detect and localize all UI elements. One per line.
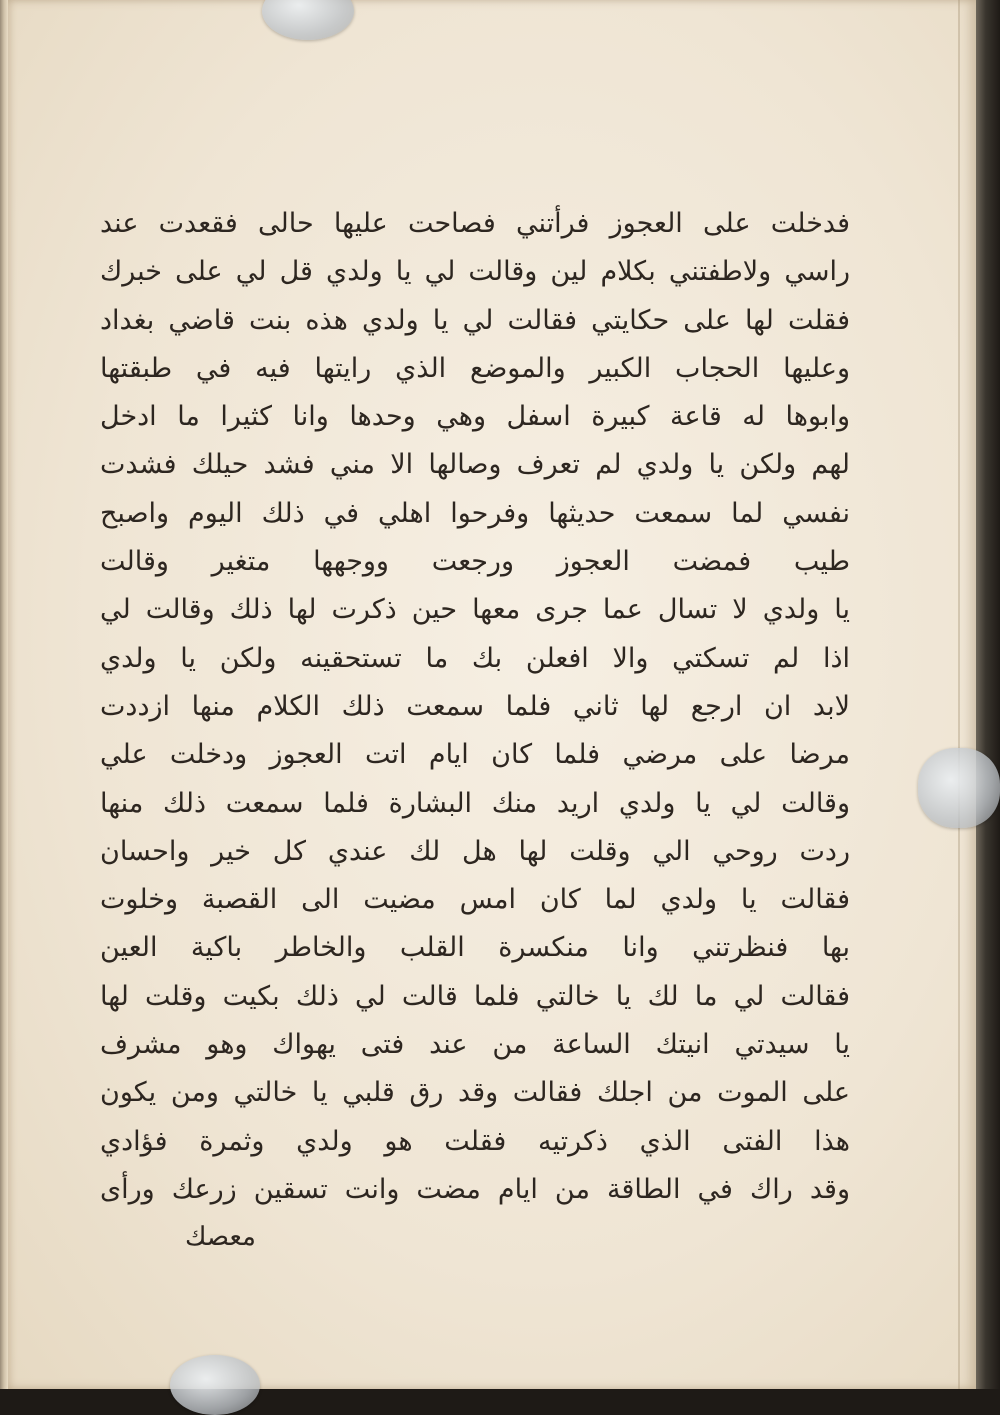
text-line: هذا الفتى الذي ذكرتيه فقلت هو ولدي وثمرة فؤادي <box>100 1125 850 1157</box>
text-line: لهم ولكن يا ولدي لم تعرف وصالها الا مني فشد حيلك فشدت <box>100 449 850 481</box>
text-line: يا ولدي لا تسال عما جرى معها حين ذكرت لها ذلك وقالت لي <box>100 594 850 626</box>
text-line: راسي ولاطفتني بكلام لين وقالت لي يا ولدي قل لي على خبرك <box>100 256 850 288</box>
binding-spine <box>0 0 8 1389</box>
text-line: على الموت من اجلك فقالت وقد رق قلبي يا خالتي ومن يكون <box>100 1077 850 1109</box>
page-fold-line <box>958 0 960 1389</box>
manuscript-text-block <box>100 200 850 1214</box>
text-line: طيب فمضت العجوز ورجعت ووجهها متغير وقالت <box>100 546 850 578</box>
page-clip-right <box>918 748 1000 828</box>
text-line: وعليها الحجاب الكبير والموضع الذي رايتها فيه في طبقتها <box>100 352 850 384</box>
text-line: لابد ان ارجع لها ثاني فلما سمعت ذلك الكلام منها ازددت <box>100 690 850 722</box>
text-line: فقالت يا ولدي لما كان امس مضيت الى القصبة وخلوت <box>100 884 850 916</box>
text-line: مرضا على مرضي فلما كان ايام اتت العجوز ودخلت علي <box>100 739 850 771</box>
text-line: وقالت لي يا ولدي اريد منك البشارة فلما سمعت ذلك منها <box>100 787 850 819</box>
text-line: يا سيدتي انيتك الساعة من عند فتى يهواك وهو مشرف <box>100 1029 850 1061</box>
text-line: نفسي لما سمعت حديثها وفرحوا اهلي في ذلك اليوم واصبح <box>100 497 850 529</box>
text-line: ردت روحي الي وقلت لها هل لك عندي كل خير واحسان <box>100 835 850 867</box>
text-line: فقالت لي ما لك يا خالتي فلما قالت لي ذلك بكيت وقلت لها <box>100 980 850 1012</box>
catchword: معصك <box>185 1222 256 1252</box>
text-line: بها فنظرتني وانا منكسرة القلب والخاطر باكية العين <box>100 932 850 964</box>
page-clip-bottom <box>170 1355 260 1415</box>
text-line: فدخلت على العجوز فرأتني فصاحت عليها حالى فقعدت عند <box>100 208 850 239</box>
page-edge-shadow <box>976 0 1000 1389</box>
text-line: وابوها له قاعة كبيرة اسفل وهي وحدها وانا كثيرا ما ادخل <box>100 401 850 433</box>
text-line: فقلت لها على حكايتي فقالت لي يا ولدي هذه بنت قاضي بغداد <box>100 304 850 336</box>
text-line: وقد راك في الطاقة من ايام مضت وانت تسقين زرعك ورأى <box>100 1173 850 1205</box>
text-line: اذا لم تسكتي والا افعلن بك ما تستحقينه ولكن يا ولدي <box>100 642 850 674</box>
